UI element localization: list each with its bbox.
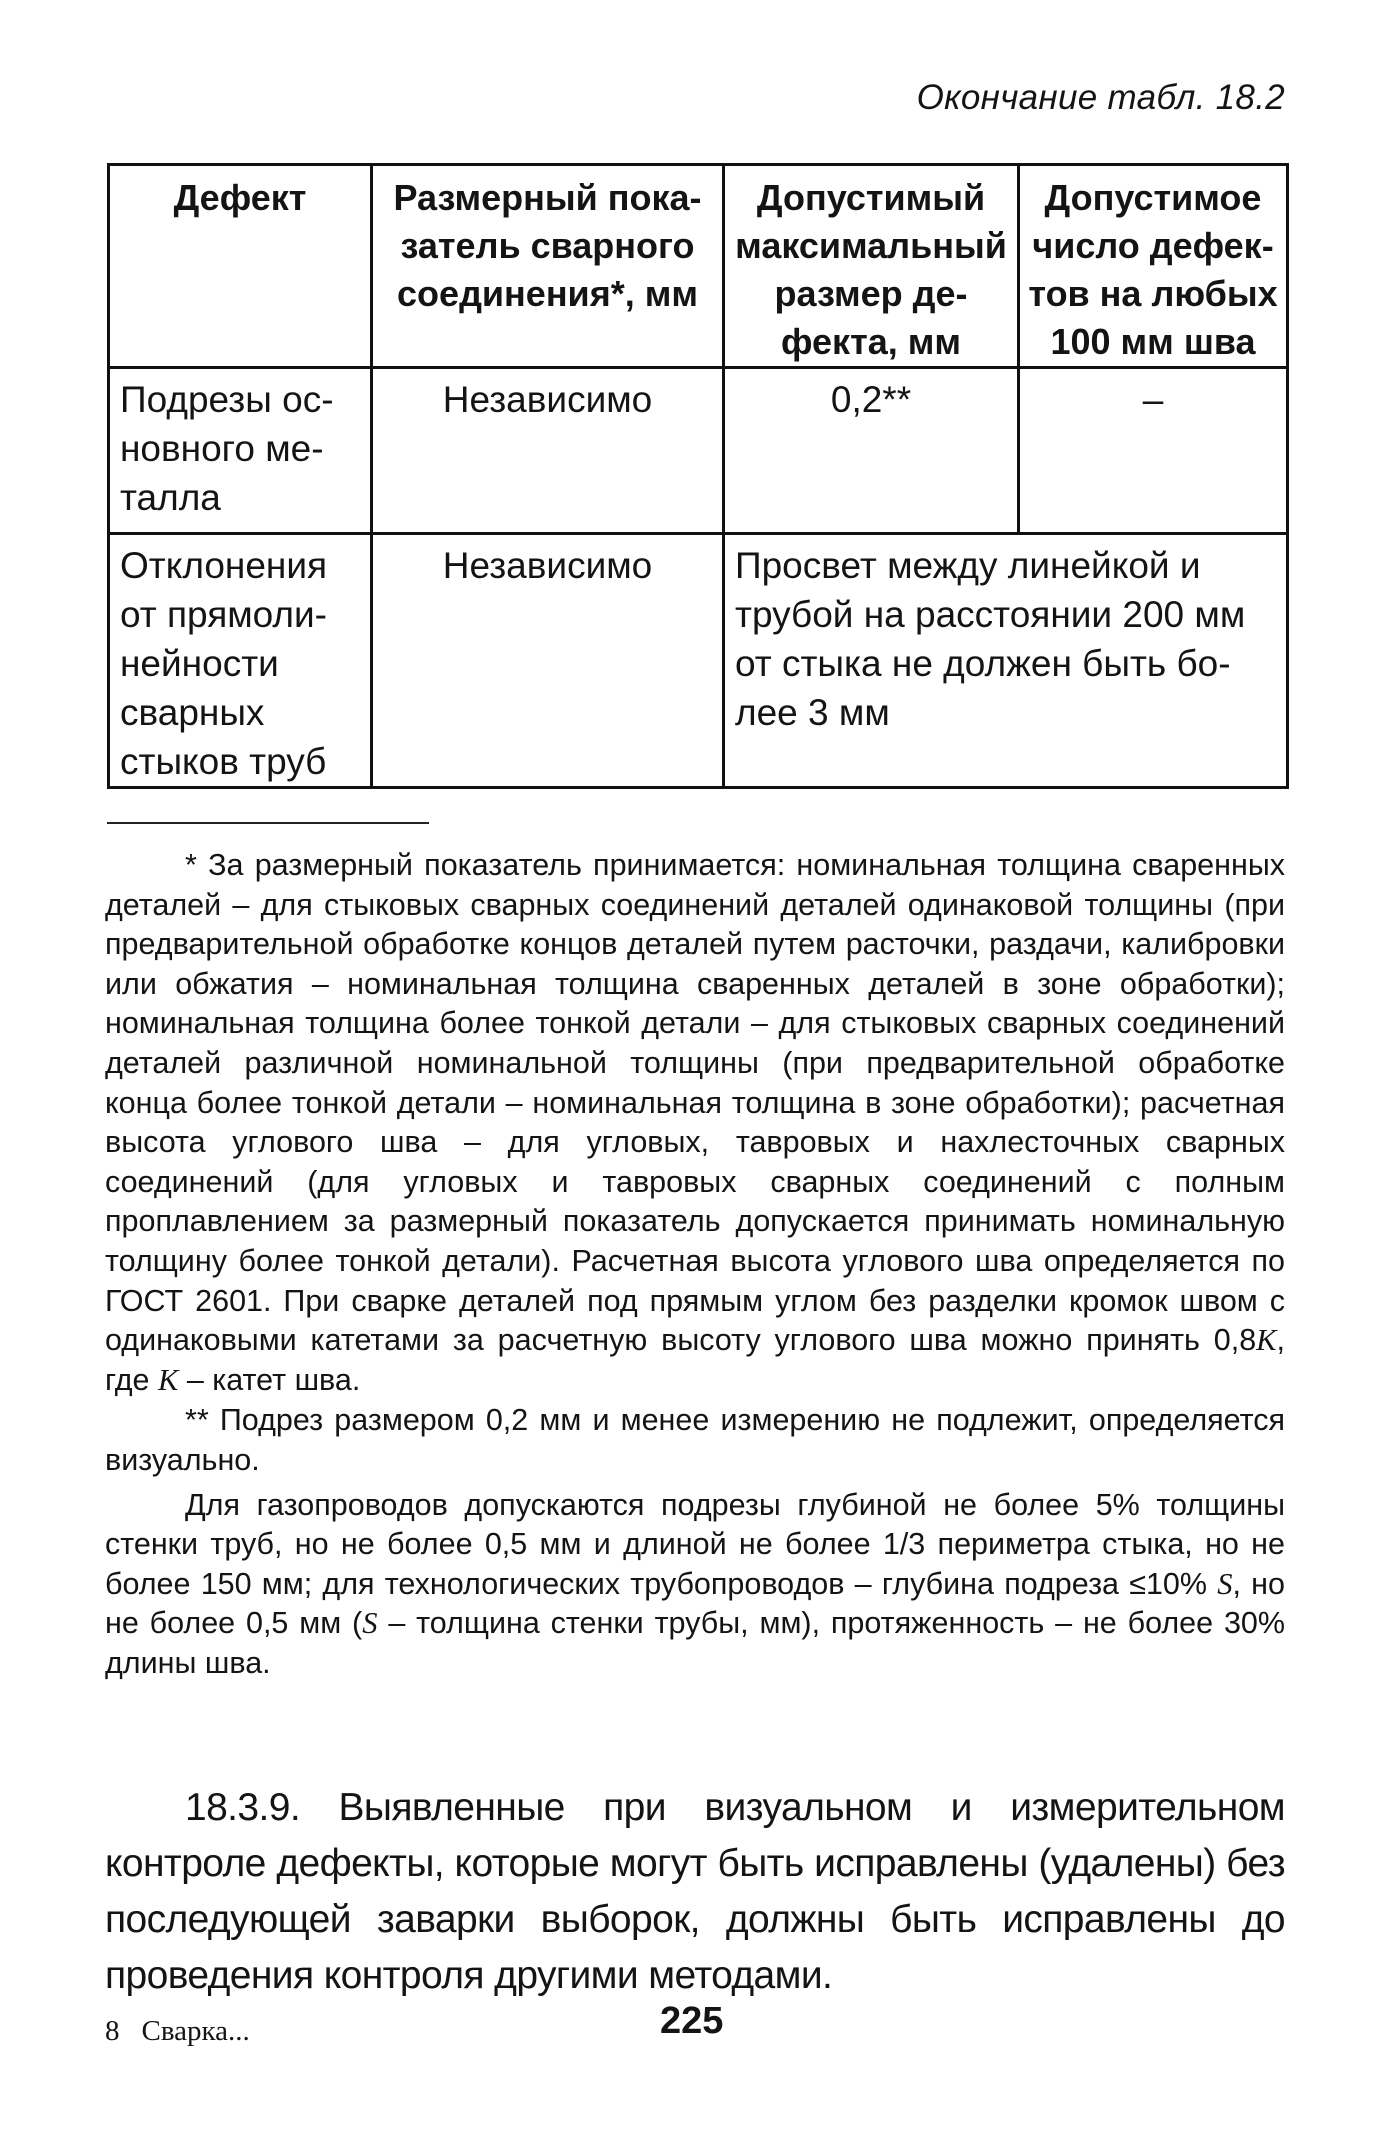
footnotes bbox=[105, 846, 1285, 1683]
header-line: Размерный пока- bbox=[393, 177, 702, 218]
header-line: 100 мм шва bbox=[1050, 321, 1256, 362]
note-text: , но не более 0,5 мм ( bbox=[105, 1566, 1285, 1641]
signature-number: 8 bbox=[105, 2015, 120, 2047]
header-line: число дефек- bbox=[1032, 225, 1274, 266]
cell-line: от прямоли- bbox=[120, 594, 328, 635]
cell-line: новного ме- bbox=[120, 428, 324, 469]
footnote-text: , где bbox=[105, 1323, 1285, 1397]
header-line: размер де- bbox=[774, 273, 968, 314]
cell-line: стыков труб bbox=[120, 741, 327, 782]
table-header-row bbox=[109, 165, 1288, 368]
cell-line: Отклонения bbox=[120, 545, 328, 586]
cell-max-size: 0,2** bbox=[724, 368, 1019, 534]
footnote-1 bbox=[105, 846, 1285, 1400]
cell-size-indicator: Независимо bbox=[372, 368, 724, 534]
cell-defect bbox=[109, 368, 372, 534]
table-row bbox=[109, 534, 1288, 788]
footnote-text: – катет шва. bbox=[178, 1362, 361, 1397]
header-line: Допустимый bbox=[756, 177, 986, 218]
header-line: Дефект bbox=[173, 177, 307, 218]
cell-line: от стыка не должен быть бо- bbox=[735, 643, 1231, 684]
table-caption: Окончание табл. 18.2 bbox=[916, 78, 1285, 117]
cell-line: Подрезы ос- bbox=[120, 379, 334, 420]
cell-count: – bbox=[1019, 368, 1288, 534]
header-line: фекта, мм bbox=[781, 321, 961, 362]
footnote-symbol: K bbox=[1256, 1323, 1277, 1358]
footnote-divider bbox=[107, 822, 429, 824]
header-line: максимальный bbox=[735, 225, 1007, 266]
note-symbol: S bbox=[1217, 1566, 1233, 1601]
footnote-2: ** Подрез размером 0,2 мм и менее измерению не подлежит, определяется визуально. bbox=[105, 1403, 1285, 1477]
cell-line: нейности bbox=[120, 643, 279, 684]
page-number: 225 bbox=[660, 2000, 724, 2042]
clause-18-3-9: 18.3.9. Выявленные при визуальном и измерительном контроле дефекты, которые могут быть исправлены (удалены) без последующей заварки выборок, должны быть исправлены до проведения контроля другими методами. bbox=[105, 1786, 1285, 1997]
header-max-size bbox=[724, 165, 1019, 368]
cell-defect bbox=[109, 534, 372, 788]
table-row bbox=[109, 368, 1288, 534]
cell-line: лее 3 мм bbox=[735, 692, 890, 733]
defects-table bbox=[107, 163, 1289, 789]
signature-mark bbox=[105, 2015, 250, 2048]
cell-line: сварных bbox=[120, 692, 265, 733]
note-text: – толщина стенки трубы, мм), протяженность – не более 30% длины шва. bbox=[105, 1606, 1285, 1680]
cell-size-indicator: Независимо bbox=[372, 534, 724, 788]
header-line: тов на любых bbox=[1028, 273, 1278, 314]
header-defect bbox=[109, 165, 372, 368]
footnote-text: * За размерный показатель принимается: номинальная толщина сваренных деталей – для стыковых сварных соединений деталей одинаковой толщины (при предварительной обработке концов деталей путем расточки, раздачи, калибровки или обжатия – номинальная толщина сваренных деталей в зоне обработки); номинальная толщина более тонкой детали – для стыковых сварных соединений деталей различной номинальной толщины (при предварительной обработке конца более тонкой детали – номинальная толщина в зоне обработки); расчетная высота углового шва – для угловых, тавровых и нахлесточных сварных соединений (для угловых и тавровых сварных соединений с полным проплавлением за размерный показатель допускается принимать номинальную толщину более тонкой детали). Расчетная высота углового шва определяется по ГОСТ 2601. При сварке деталей под прямым углом без разделки кромок швом с одинаковыми катетами за расчетную высоту углового шва можно принять 0,8 bbox=[105, 848, 1285, 1358]
header-size-indicator bbox=[372, 165, 724, 368]
note-symbol: S bbox=[362, 1606, 378, 1641]
note-paragraph bbox=[105, 1486, 1285, 1684]
header-line: соединения*, мм bbox=[397, 273, 698, 314]
header-count bbox=[1019, 165, 1288, 368]
cell-merged-requirement bbox=[724, 534, 1288, 788]
header-line: затель сварного bbox=[400, 225, 695, 266]
cell-line: Просвет между линейкой и bbox=[735, 545, 1201, 586]
cell-line: трубой на расстоянии 200 мм bbox=[735, 594, 1246, 635]
note-text: Для газопроводов допускаются подрезы глубиной не более 5% толщины стенки труб, но не более 0,5 мм и длиной не более 1/3 периметра стыка, но не более 150 мм; для технологических трубопроводов – глубина подреза ≤10% bbox=[105, 1487, 1285, 1601]
header-line: Допустимое bbox=[1044, 177, 1262, 218]
signature-title: Сварка... bbox=[141, 2015, 250, 2047]
cell-line: талла bbox=[120, 477, 221, 518]
footnote-symbol: K bbox=[158, 1362, 179, 1397]
